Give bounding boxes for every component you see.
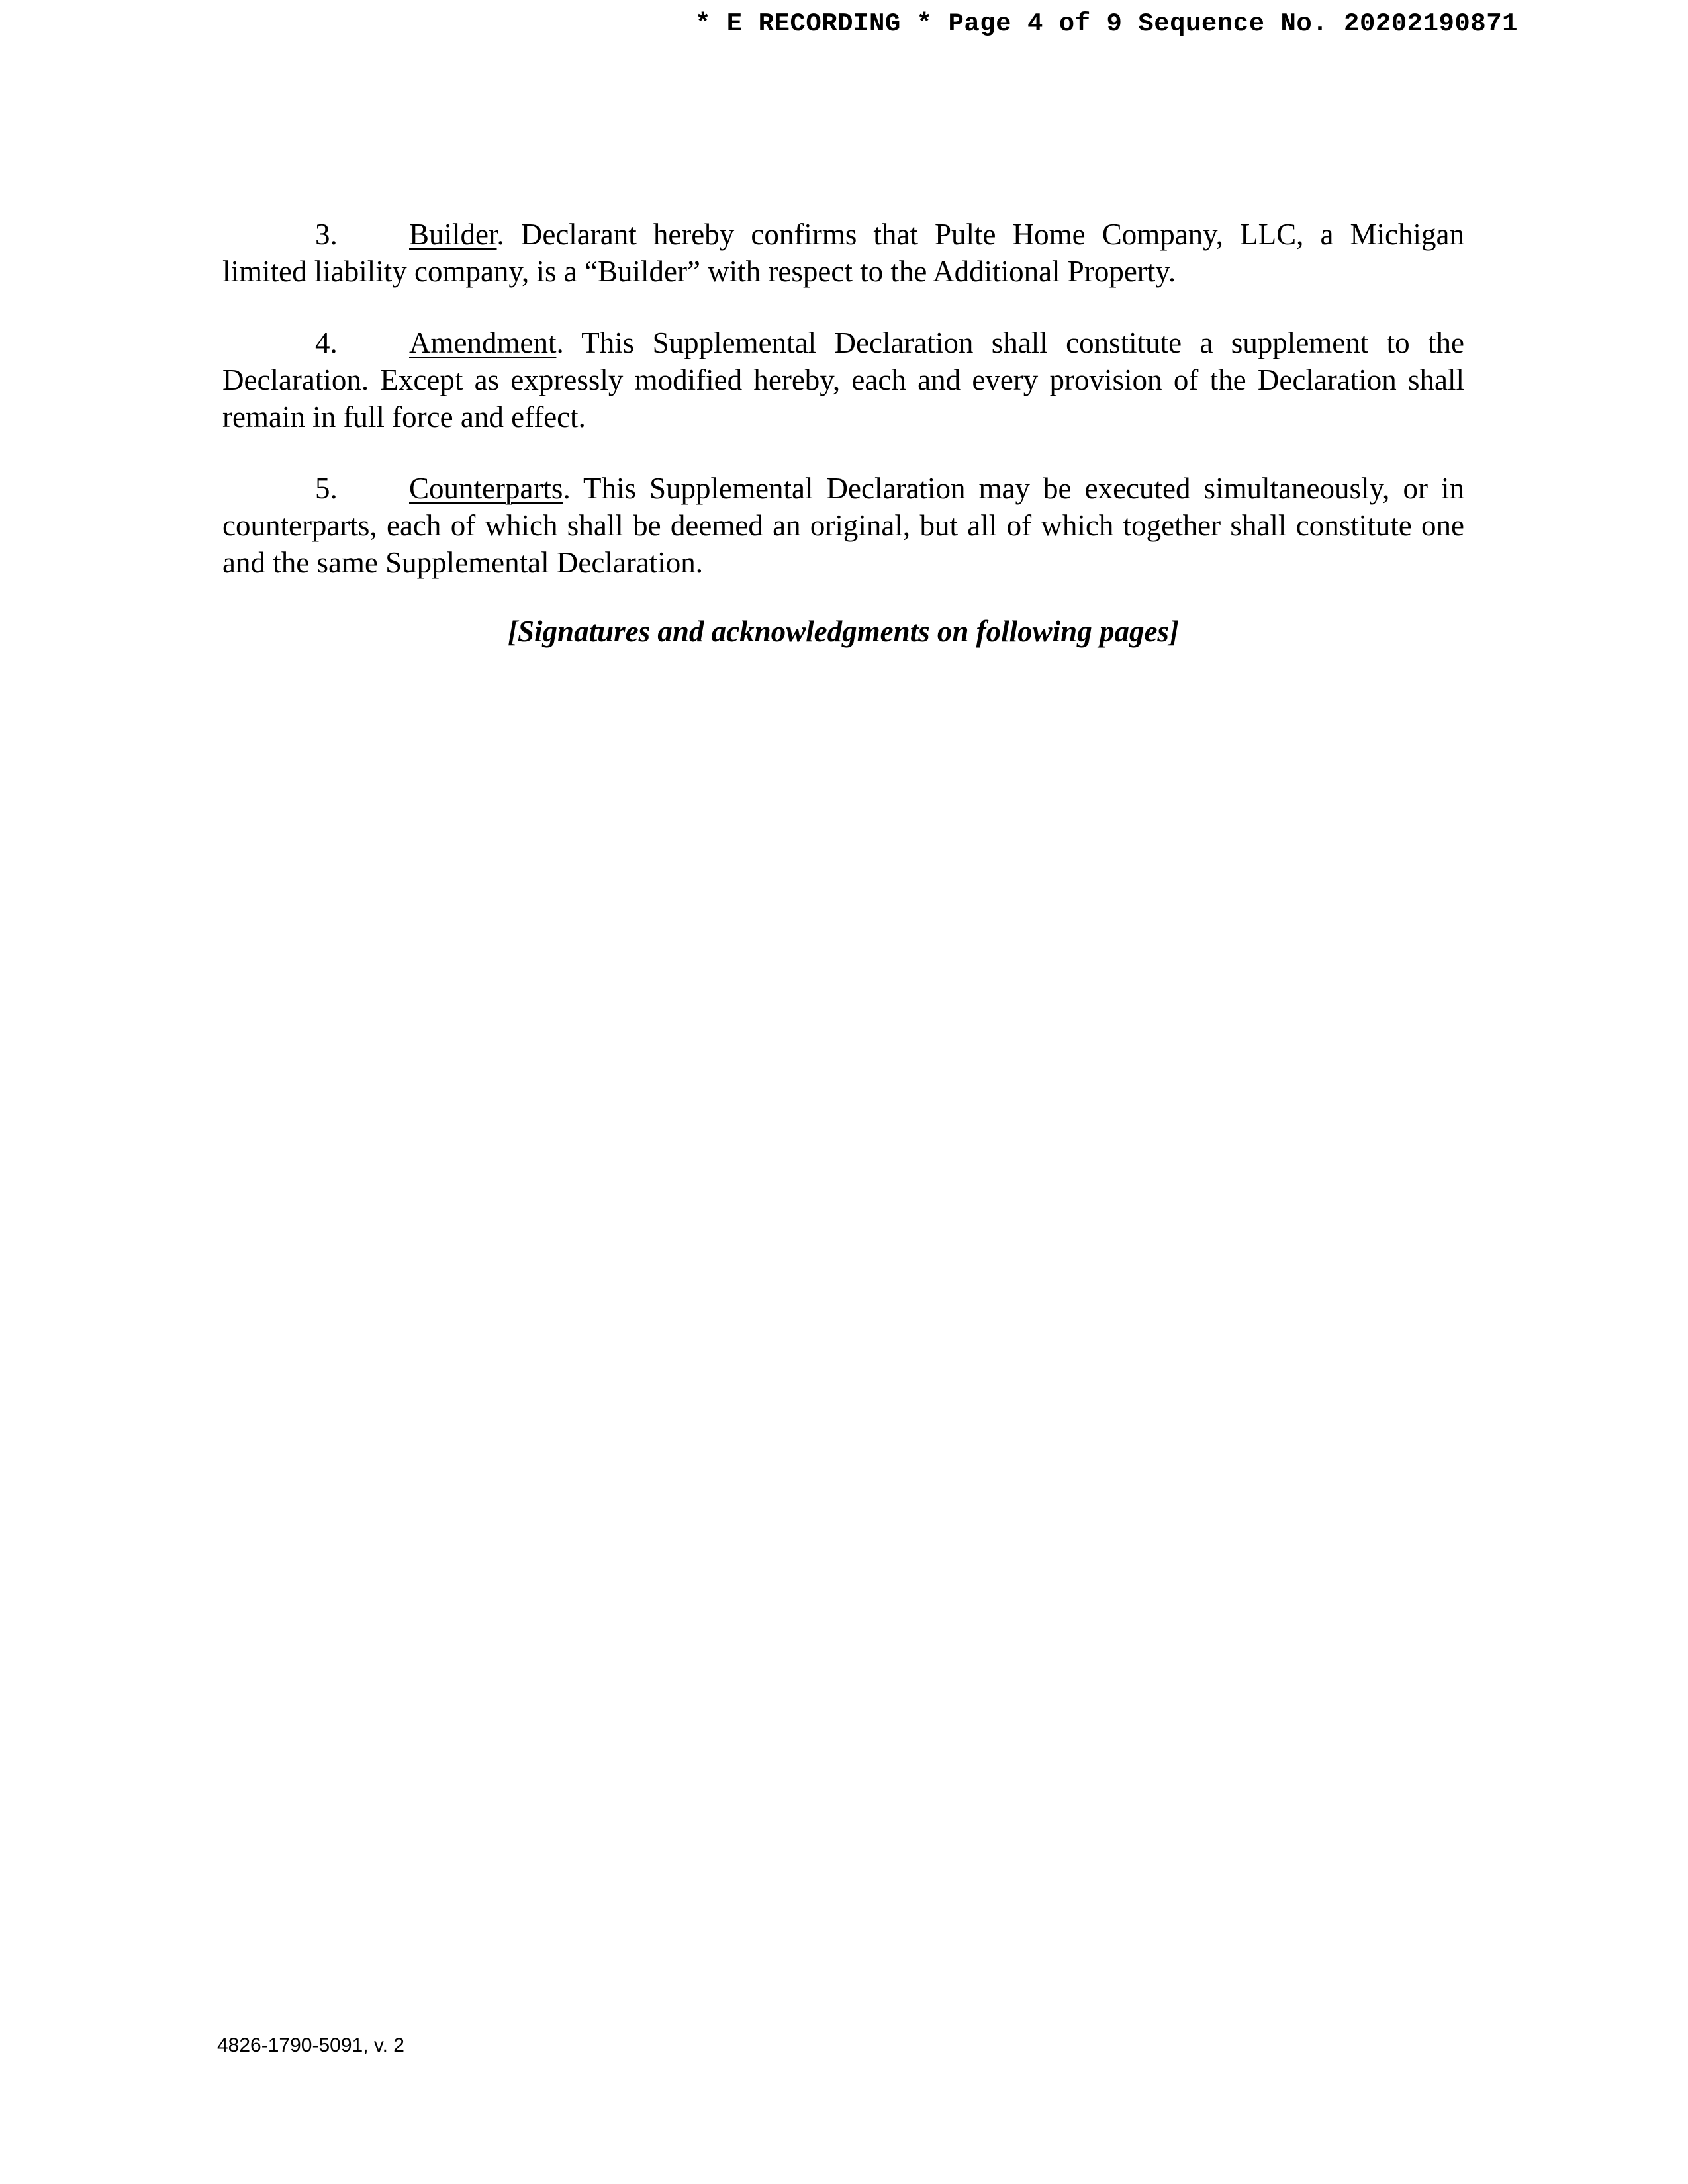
section-number: 3. xyxy=(315,218,338,251)
section-text: . This Supplemental Declaration may be executed simultaneously, or in counterparts, each of which shall be deemed an original, but all of which together shall constitute one and the same Supplemental Declaration. xyxy=(222,472,1464,579)
section-heading: Amendment xyxy=(409,326,557,359)
section-heading: Counterparts xyxy=(409,472,563,505)
section-amendment xyxy=(222,324,1464,435)
section-text: . Declarant hereby confirms that Pulte Home Company, LLC, a Michigan limited liability company, is a “Builder” with respect to the Additional Property. xyxy=(222,218,1464,288)
recording-stamp-header: * E RECORDING * Page 4 of 9 Sequence No. 20202190871 xyxy=(695,9,1518,38)
section-heading: Builder xyxy=(409,218,497,251)
section-counterparts xyxy=(222,470,1464,581)
section-text: . This Supplemental Declaration shall constitute a supplement to the Declaration. Except as expressly modified hereby, each and every provision of the Declaration shall remain in full force and effect. xyxy=(222,326,1464,433)
document-body xyxy=(222,216,1464,684)
section-number: 5. xyxy=(315,472,338,505)
signatures-note: [Signatures and acknowledgments on following pages] xyxy=(508,615,1179,648)
section-number: 4. xyxy=(315,326,338,359)
section-builder xyxy=(222,216,1464,290)
document-id-footer: 4826-1790-5091, v. 2 xyxy=(217,2034,404,2056)
